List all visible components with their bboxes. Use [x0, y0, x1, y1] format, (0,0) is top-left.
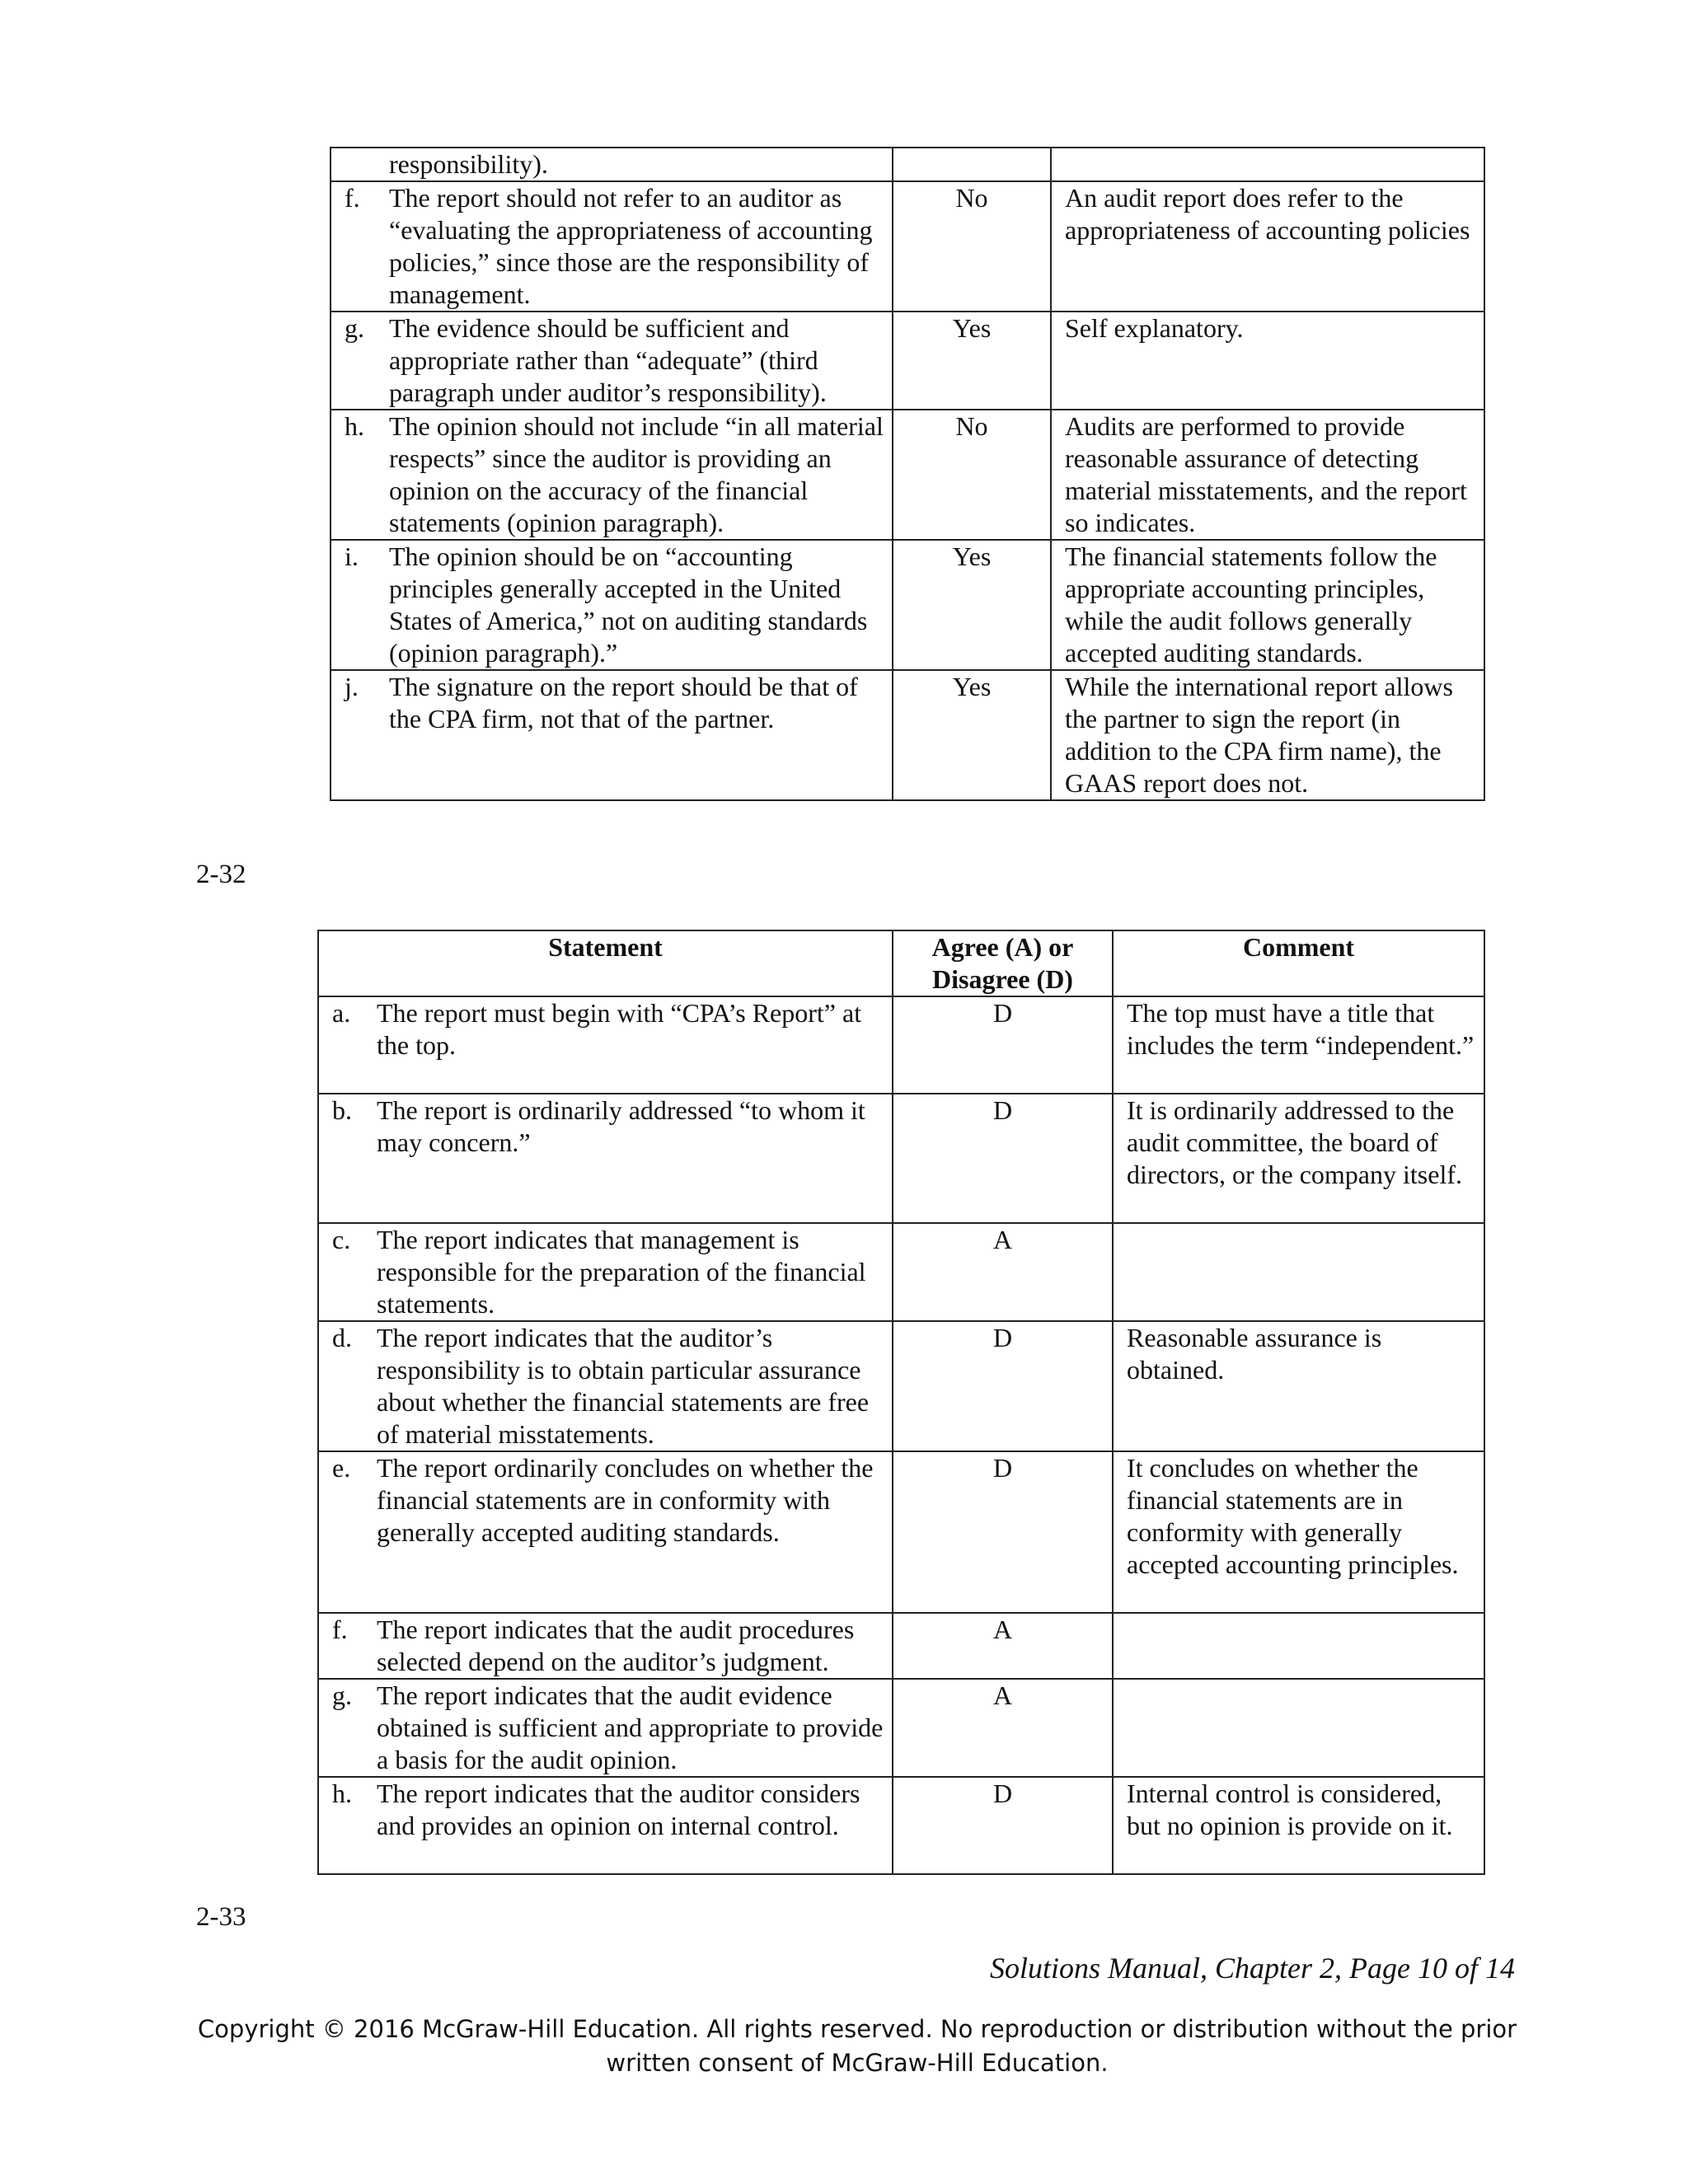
table-row	[318, 1094, 1484, 1223]
answer-cell: A	[893, 1613, 1113, 1679]
statement-cell	[331, 181, 893, 312]
comment-cell: An audit report does refer to the appropriateness of accounting policies	[1051, 181, 1484, 312]
statement-text: The opinion should not include “in all material respects” since the auditor is providing an opinion on the accuracy of the financial statements (opinion paragraph).	[389, 411, 884, 537]
statement-text: The report should not refer to an auditor as “evaluating the appropriateness of accounting policies,” since those are the responsibility of management.	[389, 183, 873, 309]
statement-cell	[318, 1223, 893, 1321]
table-row	[331, 670, 1484, 800]
question-number-2-33: 2-33	[196, 1902, 246, 1932]
item-letter: c.	[332, 1225, 351, 1254]
table-row	[331, 540, 1484, 670]
statement-cell	[318, 1451, 893, 1613]
table-row	[318, 1777, 1484, 1874]
statement-text: The report ordinarily concludes on whether the financial statements are in conformity with generally accepted auditing standards.	[377, 1453, 874, 1547]
answer-cell: D	[893, 996, 1113, 1094]
statement-text: responsibility).	[389, 149, 548, 179]
answer-cell: Yes	[893, 670, 1051, 800]
answers-table-2-31	[330, 147, 1485, 801]
statement-cell	[331, 148, 893, 181]
statement-text: The report is ordinarily addressed “to whom it may concern.”	[377, 1095, 865, 1157]
comment-cell: It is ordinarily addressed to the audit committee, the board of directors, or the company itself.	[1113, 1094, 1484, 1223]
statement-text: The opinion should be on “accounting principles generally accepted in the United States of America,” not on auditing standards (opinion paragraph).”	[389, 541, 868, 668]
table-row	[331, 410, 1484, 540]
item-letter: f.	[345, 183, 360, 213]
statement-text: The report indicates that the auditor’s responsibility is to obtain particular assurance about whether the financial statements are free of material misstatements.	[377, 1323, 870, 1449]
table-row	[318, 1613, 1484, 1679]
statement-cell	[318, 1679, 893, 1777]
statement-cell	[318, 1321, 893, 1451]
statement-text: The report indicates that management is responsible for the preparation of the financial statements.	[377, 1225, 866, 1319]
answer-cell: A	[893, 1679, 1113, 1777]
item-letter: a.	[332, 998, 351, 1028]
statement-text: The report indicates that the audit procedures selected depend on the auditor’s judgment.	[377, 1615, 855, 1676]
comment-cell	[1051, 148, 1484, 181]
header-statement: Statement	[318, 930, 893, 996]
statement-cell	[318, 1094, 893, 1223]
answer-cell: D	[893, 1094, 1113, 1223]
statement-text: The report indicates that the auditor considers and provides an opinion on internal control.	[377, 1779, 860, 1840]
table-row	[318, 1321, 1484, 1451]
comment-cell	[1113, 1223, 1484, 1321]
comment-cell: Self explanatory.	[1051, 312, 1484, 410]
answer-cell: No	[893, 181, 1051, 312]
item-letter: b.	[332, 1095, 352, 1125]
table-row	[318, 996, 1484, 1094]
comment-cell: While the international report allows the partner to sign the report (in addition to the CPA firm name), the GAAS report does not.	[1051, 670, 1484, 800]
table-row	[331, 148, 1484, 181]
table-row	[318, 1679, 1484, 1777]
item-letter	[338, 148, 389, 180]
comment-cell: Audits are performed to provide reasonable assurance of detecting material misstatements, and the report so indicates.	[1051, 410, 1484, 540]
item-letter: g.	[345, 313, 364, 343]
statement-text: The signature on the report should be that of the CPA firm, not that of the partner.	[389, 672, 858, 733]
answers-table-2-32	[317, 930, 1485, 1875]
answer-cell: Yes	[893, 312, 1051, 410]
item-letter: i.	[345, 541, 359, 571]
item-letter: d.	[332, 1323, 352, 1352]
statement-cell	[318, 1777, 893, 1874]
statement-cell	[331, 312, 893, 410]
answer-cell: D	[893, 1777, 1113, 1874]
table-row	[318, 1223, 1484, 1321]
item-letter: h.	[332, 1779, 352, 1808]
table-row	[331, 181, 1484, 312]
statement-text: The evidence should be sufficient and appropriate rather than “adequate” (third paragraph under auditor’s responsibility).	[389, 313, 827, 407]
comment-cell	[1113, 1679, 1484, 1777]
comment-cell: Reasonable assurance is obtained.	[1113, 1321, 1484, 1451]
item-letter: g.	[332, 1680, 352, 1710]
table-row	[331, 312, 1484, 410]
statement-text: The report indicates that the audit evidence obtained is sufficient and appropriate to provide a basis for the audit opinion.	[377, 1680, 884, 1774]
item-letter: j.	[345, 672, 359, 701]
answer-cell: D	[893, 1451, 1113, 1613]
answer-cell	[893, 148, 1051, 181]
statement-cell	[331, 540, 893, 670]
header-agree-disagree: Agree (A) or Disagree (D)	[893, 930, 1113, 996]
copyright-notice: Copyright © 2016 McGraw-Hill Education. All rights reserved. No reproduction or distribution without the prior written consent of McGraw-Hill Education.	[197, 2015, 1517, 2077]
page-footer-label: Solutions Manual, Chapter 2, Page 10 of 14	[990, 1952, 1515, 1985]
answer-cell: No	[893, 410, 1051, 540]
statement-cell	[331, 670, 893, 800]
comment-cell	[1113, 1613, 1484, 1679]
answer-cell: A	[893, 1223, 1113, 1321]
statement-cell	[318, 1613, 893, 1679]
answer-cell: D	[893, 1321, 1113, 1451]
table-header-row	[318, 930, 1484, 996]
statement-cell	[331, 410, 893, 540]
item-letter: h.	[345, 411, 364, 441]
comment-cell: Internal control is considered, but no opinion is provide on it.	[1113, 1777, 1484, 1874]
answer-cell: Yes	[893, 540, 1051, 670]
comment-cell: The financial statements follow the appropriate accounting principles, while the audit follows generally accepted auditing standards.	[1051, 540, 1484, 670]
item-letter: e.	[332, 1453, 351, 1483]
table-row	[318, 1451, 1484, 1613]
header-comment: Comment	[1113, 930, 1484, 996]
statement-cell	[318, 996, 893, 1094]
comment-cell: The top must have a title that includes the term “independent.”	[1113, 996, 1484, 1094]
item-letter: f.	[332, 1615, 348, 1644]
question-number-2-32: 2-32	[196, 860, 246, 889]
comment-cell: It concludes on whether the financial statements are in conformity with generally accepted accounting principles.	[1113, 1451, 1484, 1613]
statement-text: The report must begin with “CPA’s Report” at the top.	[377, 998, 862, 1060]
